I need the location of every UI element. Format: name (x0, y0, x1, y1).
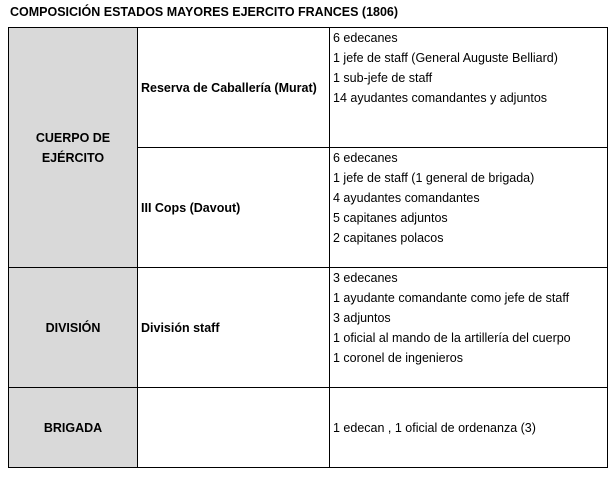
detail-line: 5 capitanes adjuntos (333, 211, 448, 225)
detail-line: 1 jefe de staff (1 general de brigada) (333, 171, 535, 185)
detail-line: 2 capitanes polacos (333, 231, 444, 245)
detail-line: 1 jefe de staff (General Auguste Belliard) (333, 51, 558, 65)
detail-line: 3 adjuntos (333, 311, 391, 325)
detail-line: 6 edecanes (333, 31, 398, 45)
level-cell-division (9, 268, 138, 388)
details-cell (330, 28, 608, 148)
level-cell-brigada (9, 388, 138, 468)
table-row (9, 28, 608, 148)
detail-line: 3 edecanes (333, 271, 398, 285)
detail-line: 1 oficial al mando de la artillería del cuerpo (333, 331, 571, 345)
staff-composition-table (8, 27, 608, 468)
level-label: BRIGADA (43, 420, 103, 435)
unit-cell (138, 28, 330, 148)
detail-line: 1 ayudante comandante como jefe de staff (333, 291, 570, 305)
details-cell (330, 148, 608, 268)
detail-line: 14 ayudantes comandantes y adjuntos (333, 91, 548, 105)
unit-name: III Cops (Davout) (141, 200, 241, 215)
details-cell (330, 268, 608, 388)
page-title: COMPOSICIÓN ESTADOS MAYORES EJERCITO FRANCES (1806) (10, 5, 399, 19)
unit-cell (138, 268, 330, 388)
level-label: CUERPO DE EJÉRCITO (35, 130, 111, 165)
detail-line: 1 coronel de ingenieros (333, 351, 463, 365)
detail-line: 6 edecanes (333, 151, 398, 165)
level-cell-cuerpo (9, 28, 138, 268)
unit-cell (138, 148, 330, 268)
table-row (9, 388, 608, 468)
detail-line: 4 ayudantes comandantes (333, 191, 480, 205)
unit-name: Reserva de Caballería (Murat) (141, 80, 317, 95)
table-row (9, 268, 608, 388)
details-cell (330, 388, 608, 468)
detail-line: 1 sub-jefe de staff (333, 71, 433, 85)
detail-line: 1 edecan , 1 oficial de ordenanza (3) (333, 420, 536, 435)
unit-name: División staff (141, 320, 220, 335)
unit-cell (138, 388, 330, 468)
level-label: DIVISIÓN (45, 320, 101, 335)
